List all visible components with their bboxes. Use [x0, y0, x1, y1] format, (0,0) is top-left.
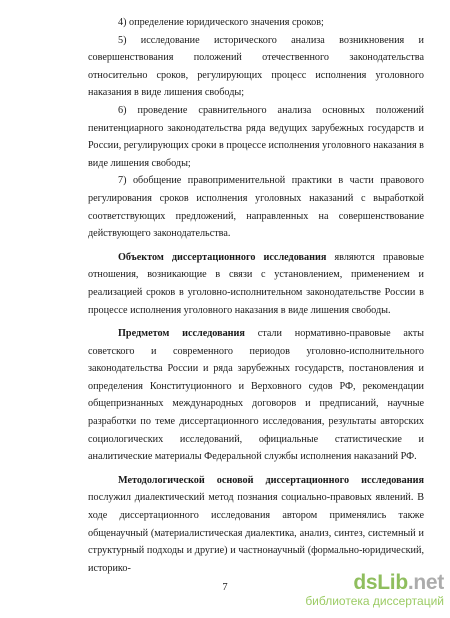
- watermark-subtitle: библиотека диссертаций: [305, 594, 444, 608]
- methodology-paragraph: [88, 472, 424, 578]
- list-item-4: 4) определение юридического значения сроков;: [118, 17, 324, 28]
- page-number: 7: [222, 582, 228, 593]
- object-heading: Объектом диссертационного исследования: [118, 251, 327, 263]
- list-item-5: 5) исследование исторического анализа возникновения и совершенствования положений отечественного законодательства относительно сроков, регулирующих процесс исполнения уголовного наказания в виде лишения свободы;: [88, 34, 424, 99]
- subject-text: стали нормативно-правовые акты советского и современного периодов уголовно-исполнительного законодательства России и ряда зарубежных государств, постановления и определения Конституционного и Верховного судов РФ, рекомендации общепризнанных международных договоров и предписаний, научные разработки по теме диссертационного исследования, результаты авторских социологических исследований, официальные статистические и аналитические материалы Федеральной службы исполнения наказаний РФ.: [88, 328, 424, 463]
- watermark-logo-main: dsLib: [353, 571, 408, 594]
- object-paragraph: [88, 249, 424, 319]
- list-item-6: 6) проведение сравнительного анализа основных положений пенитенциарного законодательства ряда ведущих зарубежных государств и России, регулирующих сроки в процессе исполнения уголовного наказания в виде лишения свободы;: [88, 104, 424, 169]
- subject-paragraph: [88, 325, 424, 466]
- page-body: [88, 14, 424, 577]
- list-item-7: 7) обобщение правоприменительной практики в части правового регулирования сроков исполнения уголовных наказаний с выработкой соответствующих предложений, направленных на совершенствование действующего законодательства.: [88, 175, 424, 240]
- watermark-logo-tld: .net: [407, 571, 444, 594]
- methodology-text: послужил диалектический метод познания социально-правовых явлений. В ходе диссертационного исследования автором применялись также общенаучный (материалистическая диалектика, анализ, синтез, системный и структурный подходы и другие) и частнонаучный (формально-юридический, историко-: [88, 492, 424, 574]
- methodology-heading: Методологической основой диссертационного исследования: [118, 474, 424, 486]
- watermark: [305, 572, 444, 608]
- object-text: являются правовые отношения, возникающие в связи с установлением, применением и реализацией сроков в уголовно-исполнительном законодательстве России в процессе исполнения уголовного наказания в виде лишения свободы.: [88, 251, 424, 316]
- watermark-logo: [353, 572, 444, 594]
- subject-heading: Предметом исследования: [118, 328, 245, 340]
